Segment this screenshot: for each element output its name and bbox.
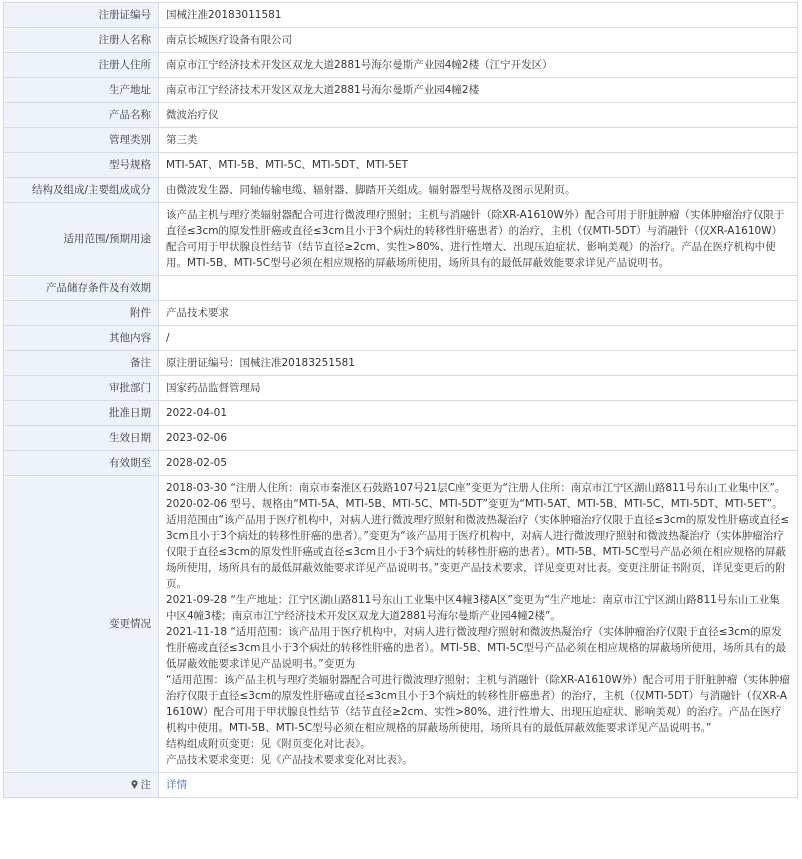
- field-label: 型号规格: [4, 153, 159, 178]
- change-entry: “适用范围：该产品主机与理疗类辐射器配合可进行微波理疗照射；主机与消融针（除XR-A1610W外）配合可用于肝脏肿瘤（实体肿瘤治疗仅限于直径≤3cm的原发性肝癌或直径≤3cm且小于3个病灶的转移性肝癌患者）的治疗，主机（仅MTI-5DT）与消融针（仅XR-A1610W）配合可用于甲状腺良性结节（结节直径≥2cm、实性>80%、进行性增大、出现压迫症状、影响美观）的治疗。产品在医疗机构中使用。MTI-5B、MTI-5C型号必须在相应规格的屏蔽场所使用，场所具有的最低屏蔽效能要求详见产品说明书。”: [166, 674, 790, 734]
- field-label: 生产地址: [4, 78, 159, 103]
- field-value: 原注册证编号：国械注准20183251581: [159, 351, 798, 376]
- field-value: [159, 773, 798, 798]
- field-label: 结构及组成/主要组成成分: [4, 178, 159, 203]
- row-approval-date: [4, 401, 798, 426]
- change-history-value: [159, 476, 798, 773]
- row-intended-use: [4, 203, 798, 276]
- row-production-address: [4, 78, 798, 103]
- details-link[interactable]: 详情: [166, 779, 187, 791]
- row-storage-validity: [4, 276, 798, 301]
- field-value: 南京市江宁经济技术开发区双龙大道2881号海尔曼斯产业园4幢2楼（江宁开发区）: [159, 53, 798, 78]
- field-label: [4, 773, 159, 798]
- field-value: 南京市江宁经济技术开发区双龙大道2881号海尔曼斯产业园4幢2楼: [159, 78, 798, 103]
- field-label: 有效期至: [4, 451, 159, 476]
- field-label: 审批部门: [4, 376, 159, 401]
- field-value: 2028-02-05: [159, 451, 798, 476]
- change-entry: 2020-02-06 型号、规格由“MTI-5A、MTI-5B、MTI-5C、MTI-5DT”变更为“MTI-5AT、MTI-5B、MTI-5C、MTI-5DT、MTI-5ET”。适用范围由“该产品用于医疗机构中，对病人进行微波理疗照射和微波热凝治疗（实体肿瘤治疗仅限于直径≤3cm的原发性肝癌或直径≤3cm且小于3个病灶的转移性肝癌的患者）。”变更为“该产品用于医疗机构中，对病人进行微波理疗照射和微波热凝治疗（实体肿瘤治疗仅限于直径≤3cm的原发性肝癌或直径≤3cm且小于3个病灶的转移性肝癌的患者）。MTI-5B、MTI-5C型号产品必须在相应规格的屏蔽场所使用，场所具有的最低屏蔽效能要求详见产品说明书。”变更产品技术要求，详见变更对比表。变更注册证书附页，详见变更后的附页。: [166, 498, 790, 590]
- field-value: 2022-04-01: [159, 401, 798, 426]
- row-approval-department: [4, 376, 798, 401]
- row-product-name: [4, 103, 798, 128]
- row-structure-composition: [4, 178, 798, 203]
- field-value: 南京长城医疗设备有限公司: [159, 28, 798, 53]
- field-value: 微波治疗仪: [159, 103, 798, 128]
- field-value: 国家药品监督管理局: [159, 376, 798, 401]
- registration-info-table: [3, 2, 798, 798]
- field-label: 产品储存条件及有效期: [4, 276, 159, 301]
- row-other-content: [4, 326, 798, 351]
- field-value: 2023-02-06: [159, 426, 798, 451]
- row-registration-number: [4, 3, 798, 28]
- row-registrant-address: [4, 53, 798, 78]
- field-value: 由微波发生器、同轴传输电缆、辐射器、脚踏开关组成。辐射器型号规格及图示见附页。: [159, 178, 798, 203]
- row-management-class: [4, 128, 798, 153]
- change-entry: 结构组成附页变更：见《附页变化对比表》。: [166, 738, 371, 750]
- field-label: 变更情况: [4, 476, 159, 773]
- row-remarks: [4, 351, 798, 376]
- field-label: 产品名称: [4, 103, 159, 128]
- row-valid-until: [4, 451, 798, 476]
- field-value: 国械注准20183011581: [159, 3, 798, 28]
- field-value: [159, 276, 798, 301]
- field-value: 产品技术要求: [159, 301, 798, 326]
- field-value: 第三类: [159, 128, 798, 153]
- field-label: 附件: [4, 301, 159, 326]
- field-label: 注册证编号: [4, 3, 159, 28]
- field-label: 注册人名称: [4, 28, 159, 53]
- field-label: 其他内容: [4, 326, 159, 351]
- field-label: 批准日期: [4, 401, 159, 426]
- row-model-spec: [4, 153, 798, 178]
- row-registrant-name: [4, 28, 798, 53]
- field-label: 适用范围/预期用途: [4, 203, 159, 276]
- row-note: [4, 773, 798, 798]
- field-label: 备注: [4, 351, 159, 376]
- field-value: /: [159, 326, 798, 351]
- pin-icon: [131, 780, 138, 789]
- field-label: 管理类别: [4, 128, 159, 153]
- field-label: 注册人住所: [4, 53, 159, 78]
- field-value: 该产品主机与理疗类辐射器配合可进行微波理疗照射；主机与消融针（除XR-A1610W外）配合可用于肝脏肿瘤（实体肿瘤治疗仅限于直径≤3cm的原发性肝癌或直径≤3cm且小于3个病灶的转移性肝癌患者）的治疗，主机（仅MTI-5DT）与消融针（仅XR-A1610W）配合可用于甲状腺良性结节（结节直径≥2cm、实性>80%、进行性增大、出现压迫症状、影响美观）的治疗。产品在医疗机构中使用。MTI-5B、MTI-5C型号必须在相应规格的屏蔽场所使用，场所具有的最低屏蔽效能要求详见产品说明书。: [159, 203, 798, 276]
- change-entry: 2021-09-28 “生产地址：江宁区湖山路811号东山工业集中区4幢3楼A区”变更为“生产地址：南京市江宁区湖山路811号东山工业集中区4幢3楼；南京市江宁经济技术开发区双龙大道2881号海尔曼斯产业园4幢2楼”。: [166, 594, 780, 622]
- row-change-history: [4, 476, 798, 773]
- note-label: 注: [140, 779, 151, 791]
- row-effective-date: [4, 426, 798, 451]
- change-entry: 2018-03-30 “注册人住所：南京市秦淮区石鼓路107号21层C座”变更为“注册人住所：南京市江宁区湖山路811号东山工业集中区”。: [166, 482, 786, 494]
- row-attachment: [4, 301, 798, 326]
- field-value: MTI-5AT、MTI-5B、MTI-5C、MTI-5DT、MTI-5ET: [159, 153, 798, 178]
- change-entry: 产品技术要求变更：见《产品技术要求变化对比表》。: [166, 754, 413, 766]
- field-label: 生效日期: [4, 426, 159, 451]
- change-entry: 2021-11-18 “适用范围：该产品用于医疗机构中，对病人进行微波理疗照射和微波热凝治疗（实体肿瘤治疗仅限于直径≤3cm的原发性肝癌或直径≤3cm且小于3个病灶的转移性肝癌的患者）。MTI-5B、MTI-5C型号产品必须在相应规格的屏蔽场所使用，场所具有的最低屏蔽效能要求详见产品说明书。”变更为: [166, 626, 787, 670]
